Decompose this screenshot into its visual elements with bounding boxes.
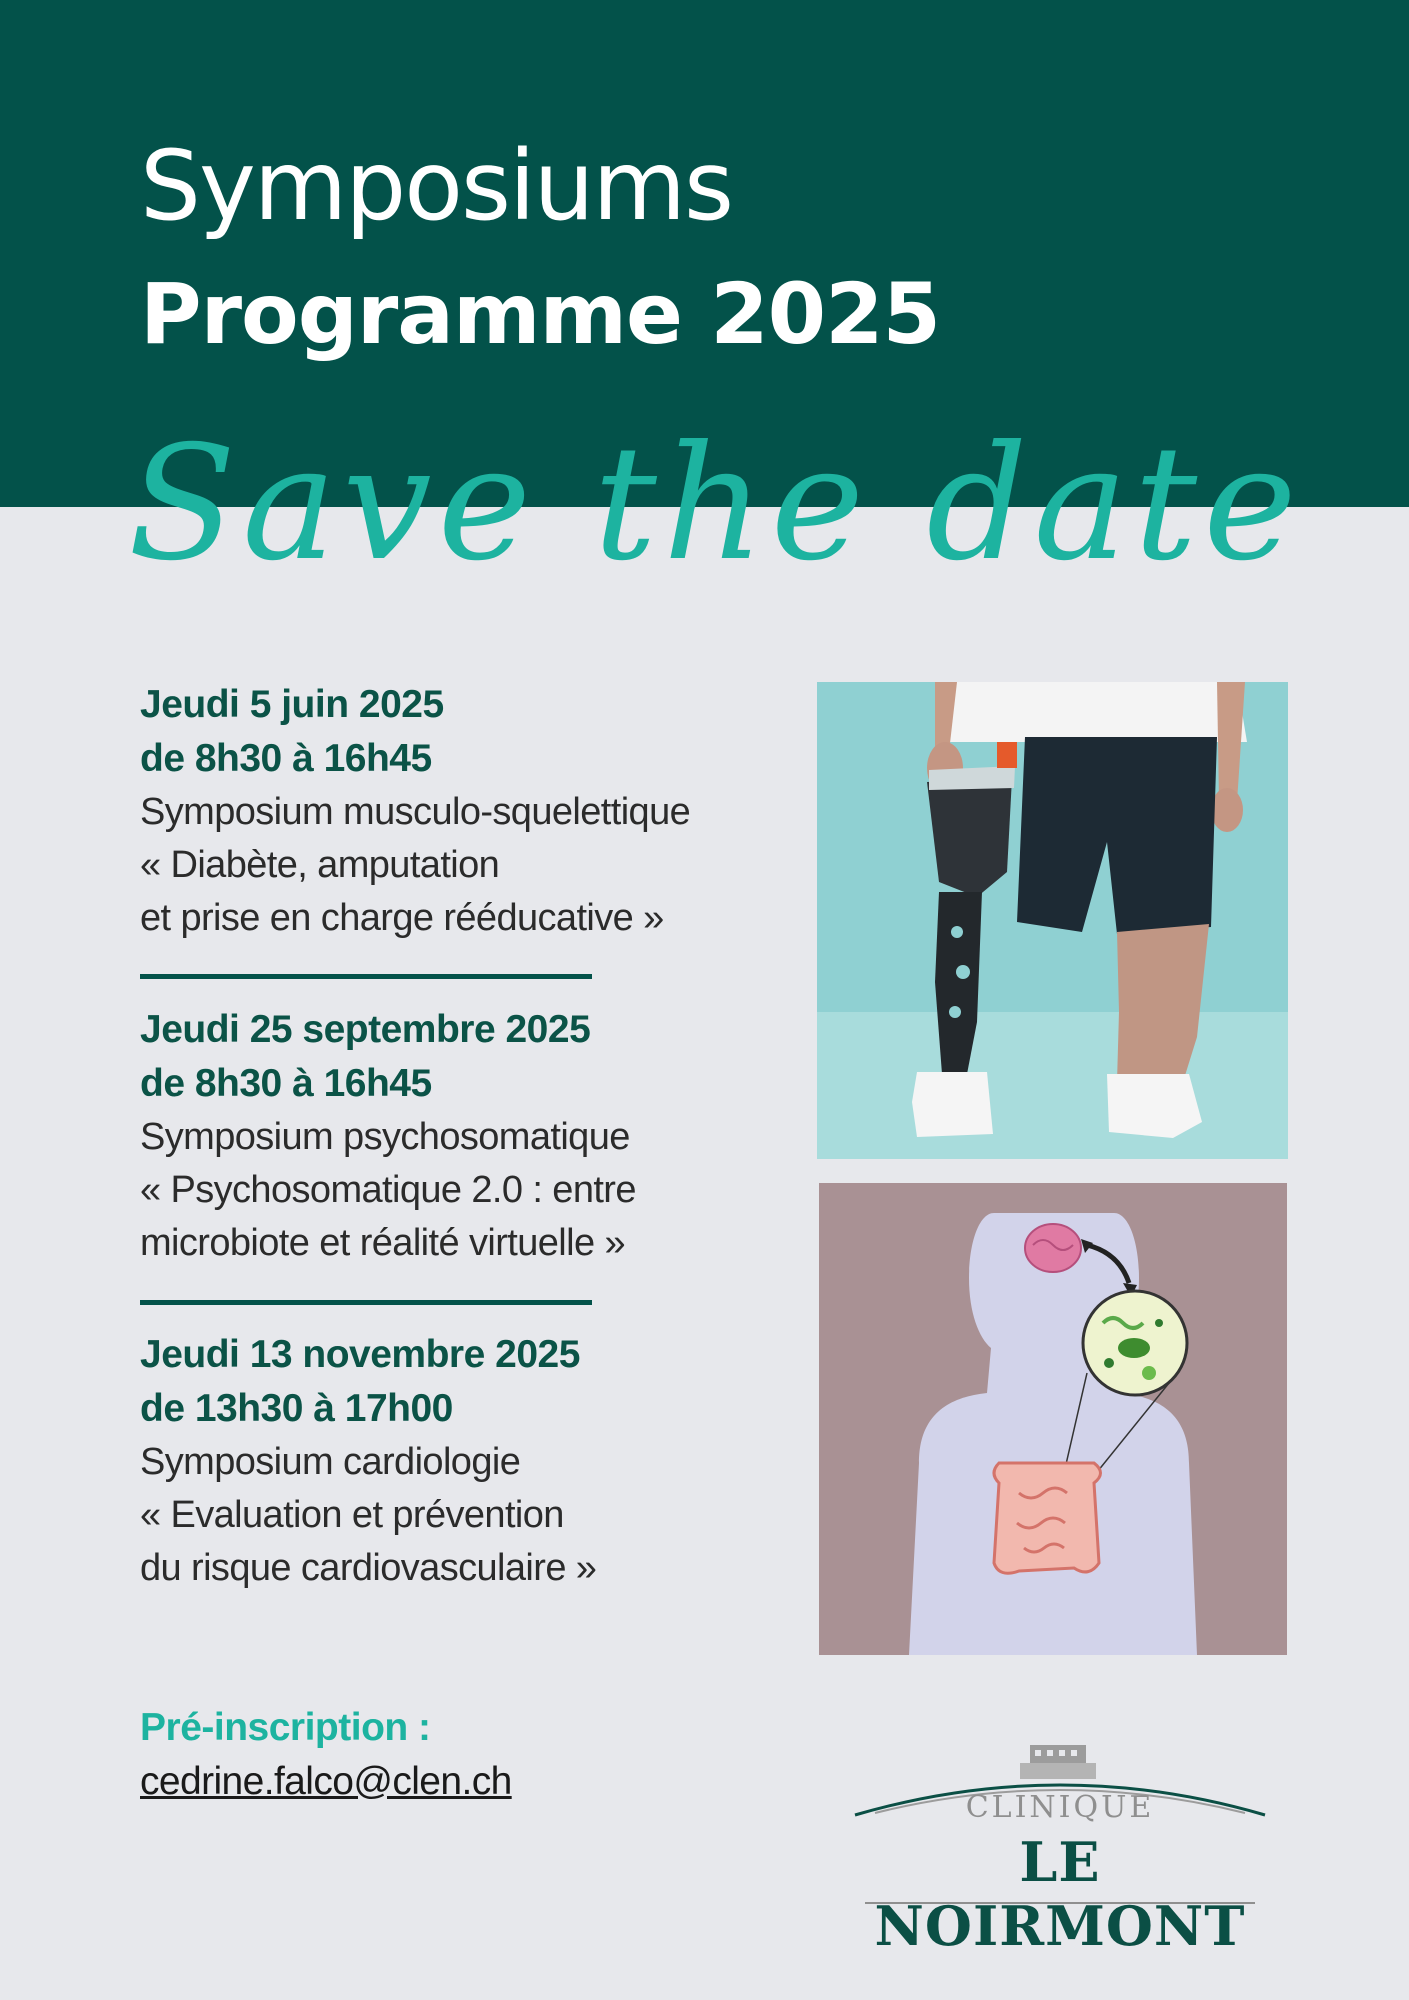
event-date: Jeudi 13 novembre 2025 [140, 1333, 580, 1376]
event-date: Jeudi 25 septembre 2025 [140, 1008, 591, 1051]
event-description-line: « Diabète, amputation [140, 844, 500, 886]
event-1 [140, 678, 780, 945]
page-title: Symposiums [140, 130, 732, 242]
prosthetic-leg-photo [817, 682, 1288, 1159]
event-2 [140, 1003, 780, 1270]
event-time: de 13h30 à 17h00 [140, 1387, 453, 1430]
preregistration-label: Pré-inscription : [140, 1706, 431, 1749]
save-the-date-tagline: Save the date [128, 412, 1303, 596]
event-time: de 8h30 à 16h45 [140, 737, 432, 780]
registration-email-link[interactable]: cedrine.falco@clen.ch [140, 1760, 512, 1803]
event-time: de 8h30 à 16h45 [140, 1062, 432, 1105]
event-description-line: et prise en charge rééducative » [140, 897, 664, 939]
event-description-line: Symposium cardiologie [140, 1441, 521, 1483]
event-date: Jeudi 5 juin 2025 [140, 683, 444, 726]
divider [140, 1300, 592, 1305]
logo-line-name: LE NOIRMONT [874, 1830, 1246, 1958]
page-subtitle: Programme 2025 [140, 265, 940, 363]
event-description-line: « Evaluation et prévention [140, 1494, 564, 1536]
divider [140, 974, 592, 979]
clinic-logo [835, 1735, 1285, 1958]
event-3 [140, 1328, 780, 1595]
event-description-line: du risque cardiovasculaire » [140, 1547, 597, 1589]
event-description-line: Symposium musculo-squelettique [140, 791, 691, 833]
gut-brain-axis-illustration [819, 1183, 1287, 1655]
event-description-line: Symposium psychosomatique [140, 1116, 630, 1158]
logo-line-clinique: CLINIQUE [965, 1790, 1155, 1825]
event-description-line: microbiote et réalité virtuelle » [140, 1222, 625, 1264]
event-description-line: « Psychosomatique 2.0 : entre [140, 1169, 636, 1211]
